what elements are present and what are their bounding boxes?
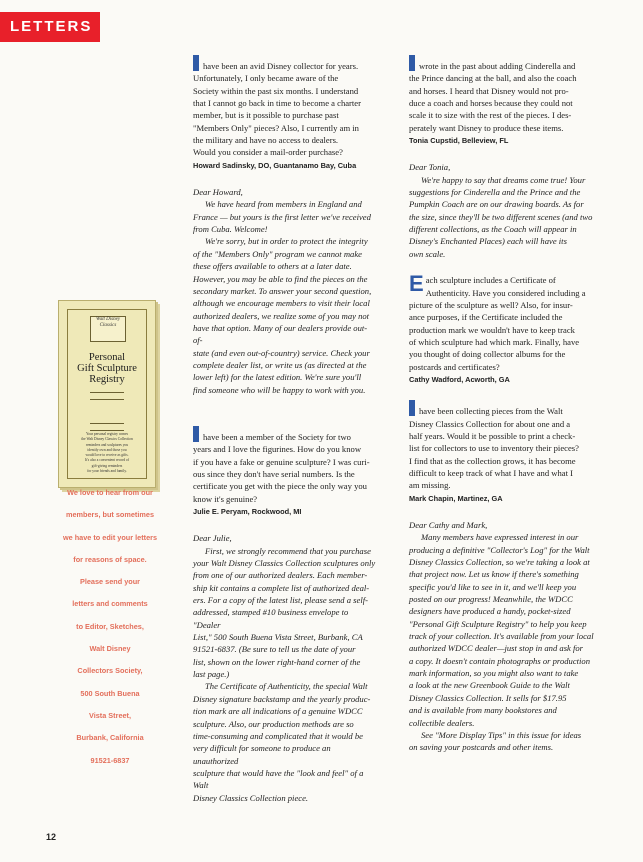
reply-line: suggestions for Cinderella and the Prince and the (409, 187, 581, 198)
reply-howard (193, 186, 376, 396)
letter-line: scale it to size with the rest of the pieces. I des- (409, 110, 572, 121)
letter-line: ance purposes, if the Certificate included the (409, 312, 563, 323)
reply-line: "Personal Gift Sculpture Registry" to help you keep (409, 618, 587, 629)
sidebar-line: We love to hear from our (67, 488, 153, 497)
reply-line: specific you'd like to see in it, and we'll keep you (409, 581, 577, 592)
sidebar-line: Walt Disney (89, 644, 131, 654)
sidebar-line: members, but sometimes (66, 510, 154, 520)
letter-line: Authenticity. Have you considered including a (425, 287, 586, 298)
reply-salutation: Dear Howard, (193, 187, 243, 198)
letter-line: have been collecting pieces from the Walt (419, 406, 563, 417)
reply-line: on saving your postcards and other items. (409, 742, 554, 753)
page-number: 12 (46, 832, 57, 842)
reply-line: sculpture. Also, our production methods are so (193, 718, 354, 729)
letter-signature: Julie E. Peryam, Rockwood, MI (193, 507, 302, 516)
sidebar-line: Burbank, California (76, 733, 144, 743)
reply-line: addressed, stamped #10 business envelope to "Dealer (193, 607, 349, 630)
letter-line: perately want Disney to produce these items. (409, 122, 564, 133)
sidebar-line: we have to edit your letters (62, 532, 158, 542)
letter-line: the military and have no access to dealers. (193, 135, 339, 146)
letter-signature: Cathy Wadford, Acworth, GA (409, 374, 510, 384)
letter-line: and horses. I heard that Disney would not pro- (409, 85, 569, 96)
reply-line: own scale. (409, 248, 446, 259)
booklet-text-line: Your personal registry comes (85, 432, 129, 436)
letter-line: Society within the past six months. I understand (193, 85, 359, 96)
reply-line: a look at the new Greenbook Guide to the Walt (409, 680, 570, 691)
letter-line: have been a member of the Society for two (203, 431, 351, 442)
sidebar-line: for reasons of space. (73, 554, 147, 564)
sidebar-line: Please send your (79, 577, 141, 587)
booklet-text-line: reminders and sculptures you (85, 442, 129, 447)
drop-cap-bar (409, 55, 415, 71)
letter-line: you thought of doing collector albums for the (409, 349, 566, 360)
reply-salutation: Dear Julie, (193, 533, 232, 544)
gift-registry-booklet-illustration (58, 300, 156, 488)
reply-line: Disney's Enchanted Places) each will have its (409, 236, 567, 247)
reply-line: from Cuba. Welcome! (193, 224, 268, 235)
reply-line: and is available from many bookstores and (409, 705, 557, 716)
reply-line: have that option. Many of our dealers provide out-of- (193, 322, 368, 346)
section-banner: LETTERS (0, 12, 100, 42)
reply-line: tion mark are all indications of a genuine WDCC (193, 706, 363, 717)
letter-peryam (193, 426, 376, 518)
booklet-description (72, 432, 142, 474)
letter-signature: Mark Chapin, Martinez, GA (409, 493, 503, 503)
letter-line: the Prince dancing at the ball, and also the coach (409, 73, 577, 84)
drop-cap-bar (193, 55, 199, 71)
reply-line: France — but yours is the first letter we've received (193, 211, 371, 222)
drop-cap-bar (193, 426, 199, 442)
reply-line: However, you may be able to find the pieces on the (193, 273, 368, 284)
reply-line: time-consuming and complicated that it would be (193, 730, 363, 741)
letter-line: Unfortunately, I only became aware of the (193, 73, 339, 84)
letter-line: that I cannot go back in time to become a charter (193, 98, 361, 109)
reply-line: of the "Members Only" program we cannot make (193, 248, 362, 259)
letter-line: list for collectors to use to inventory their pieces? (409, 443, 579, 454)
letter-line: wrote in the past about adding Cinderella and (419, 61, 576, 71)
reply-tonia (409, 161, 614, 260)
reply-cathy-mark (409, 519, 614, 754)
reply-line: last page.) (193, 669, 230, 680)
letter-line: postcards and certificates? (409, 361, 500, 372)
booklet-title-line: Gift Sculpture (77, 363, 137, 374)
booklet-text-line: for your friends and family. (87, 469, 127, 474)
letter-line: duce a coach and horses because they could not (409, 98, 573, 109)
letter-line: ous since they don't have serial numbers. Is the (193, 468, 355, 479)
sidebar-line: to Editor, Sketches, (76, 621, 144, 631)
column-right (409, 55, 614, 754)
reply-line: these offers available to others at a later date. (193, 261, 352, 272)
reply-line: your Walt Disney Classics Collection sculptures only (193, 558, 376, 569)
letter-line: am missing. (409, 480, 451, 491)
booklet-title (68, 352, 146, 385)
drop-cap-letter: E (409, 271, 424, 297)
sidebar-line: 91521-6837 (90, 755, 130, 765)
reply-line: Disney signature backstamp and the yearly produc- (193, 693, 371, 704)
reply-line: different collections, as the Coach will appear in (409, 224, 577, 235)
reply-line: See "More Display Tips" in this issue for ideas (421, 729, 582, 740)
reply-line: Disney Classics Collection piece. (193, 792, 309, 803)
letter-line: difficult to keep track of what I have and what I (409, 467, 574, 478)
letter-line: I find that as the collection grows, it has become (409, 455, 576, 466)
booklet-text-line: identify own and those you (87, 447, 127, 452)
reply-line: collectible dealers. (409, 717, 475, 728)
reply-line: that project now. Let us know if there's something (409, 569, 579, 580)
reply-line: sculpture that would have the "look and feel" of a Walt (193, 767, 364, 791)
reply-line: We're happy to say that dreams come true! Your (421, 174, 586, 185)
letter-line: Disney Classics Collection for about one and a (409, 418, 571, 429)
reply-line: Many members have expressed interest in our (421, 532, 579, 543)
booklet-text-line: the Walt Disney Classics Collection (81, 437, 133, 442)
reply-line: lower left) for the latest edition. We're sure you'll (193, 372, 362, 383)
reply-line: Pumpkin Coach are on our drawing boards. As for (409, 199, 584, 210)
letter-line: if you have a fake or genuine sculpture? I was curi- (193, 456, 370, 467)
reply-line: very difficult for someone to produce an unauthorized (193, 743, 331, 766)
reply-line: track of your collection. It's available from your local (409, 631, 594, 642)
letter-line: Would you consider a mail-order purchase? (193, 147, 343, 158)
sidebar-line: letters and comments (72, 599, 148, 609)
reply-line: We have heard from members in England and (205, 199, 362, 210)
letter-line: know it's genuine? (193, 493, 258, 504)
booklet-text-line: gift-giving reminders (91, 463, 123, 468)
booklet-frame (67, 309, 147, 479)
reply-line: ship kit contains a complete list of authorized deal- (193, 582, 370, 593)
reply-line: a copy. It doesn't contain photographs or production (409, 655, 591, 666)
reply-salutation: Dear Tonia, (409, 162, 451, 173)
column-left (193, 55, 376, 804)
letter-signature: Howard Sadinsky, DO, Guantanamo Bay, Cuba (193, 160, 357, 170)
reply-line: mark information, so you might also want to take (409, 668, 579, 679)
letter-line: member, but is it possible to purchase past (193, 110, 339, 121)
letter-wadford (409, 271, 614, 386)
reply-line: producing a definitive "Collector's Log" for the Walt (409, 544, 590, 555)
reply-line: state (and even out-of-country) service. Check your (193, 347, 370, 358)
letter-line: of which sculpture had which mark. Finally, have (409, 336, 580, 347)
reply-line: First, we strongly recommend that you purchase (205, 545, 371, 556)
reply-line: Disney Classics Collection. It sells for $17.95 (409, 692, 567, 703)
reply-salutation: Dear Cathy and Mark, (409, 520, 488, 530)
reply-line: posted on our progress! Meanwhile, the WDCC (409, 594, 573, 605)
booklet-title-line: Personal (88, 352, 126, 363)
sidebar-line: Vista Street, (88, 710, 132, 720)
reply-line: ers. For a copy of the latest list, please send a self- (193, 595, 368, 606)
booklet-ornament (90, 423, 124, 431)
sidebar-line: 500 South Buena (80, 688, 140, 698)
letter-line: ach sculpture includes a Certificate of (425, 275, 556, 286)
booklet-text-line: It's also a convenient record of (84, 458, 130, 463)
booklet-ornament (90, 392, 124, 400)
drop-cap-bar (409, 400, 415, 416)
reply-julie (193, 532, 376, 804)
reply-line: designers have produced a handy, pocket-sized (409, 606, 571, 617)
letter-line: half years. Would it be possible to print a check- (409, 430, 576, 441)
letter-line: picture of the sculpture as well? Also, for insur- (409, 299, 573, 310)
letter-line: production mark we wouldn't have to keep track (409, 324, 575, 335)
reply-line: 91521-6837. (Be sure to tell us the date of your (193, 644, 356, 655)
booklet-title-line: Registry (89, 374, 125, 385)
reply-line: find someone who will be happy to work with you. (193, 384, 366, 395)
booklet-text-line: would love to receive as gifts. (85, 453, 129, 458)
letter-chapin (409, 400, 614, 505)
letter-sadinsky (193, 55, 376, 172)
reply-line: authorized WDCC dealer—just stop in and ask for (409, 643, 584, 654)
booklet-logo: Walt Disney Classics (90, 316, 126, 342)
reply-line: The Certificate of Authenticity, the special Walt (205, 681, 368, 692)
reply-line: authorized dealers, we realize some of you may not (193, 310, 370, 321)
reply-line: We're sorry, but in order to protect the integrity (205, 236, 368, 247)
editor-contact-sidebar (48, 482, 172, 772)
letter-line: "Members Only" pieces? Also, I currently am in (193, 122, 359, 133)
reply-line: Disney Classics Collection, so we're taking a look at (409, 557, 590, 568)
reply-line: although we encourage members to visit their local (193, 298, 370, 309)
letter-line: years and I love the figurines. How do you know (193, 444, 362, 455)
letter-line: have been an avid Disney collector for years. (203, 61, 359, 71)
reply-line: list, shown on the lower right-hand corner of the (193, 656, 361, 667)
letter-line: certificate you get with the piece the only way you (193, 481, 367, 492)
reply-line: from one of our authorized dealers. Each member- (193, 570, 368, 581)
sidebar-line: Collectors Society, (77, 666, 143, 676)
reply-line: secondary market. To answer your second question, (193, 285, 372, 296)
reply-line: the size, since they'll be two different scenes (and two (409, 211, 593, 222)
reply-line: List," 500 South Buena Vista Street, Burbank, CA (193, 632, 363, 643)
letter-signature: Tonia Cupstid, Belleview, FL (409, 136, 509, 146)
letter-cupstid (409, 55, 614, 147)
reply-line: complete dealer list, or write us (as directed at the (193, 359, 367, 370)
